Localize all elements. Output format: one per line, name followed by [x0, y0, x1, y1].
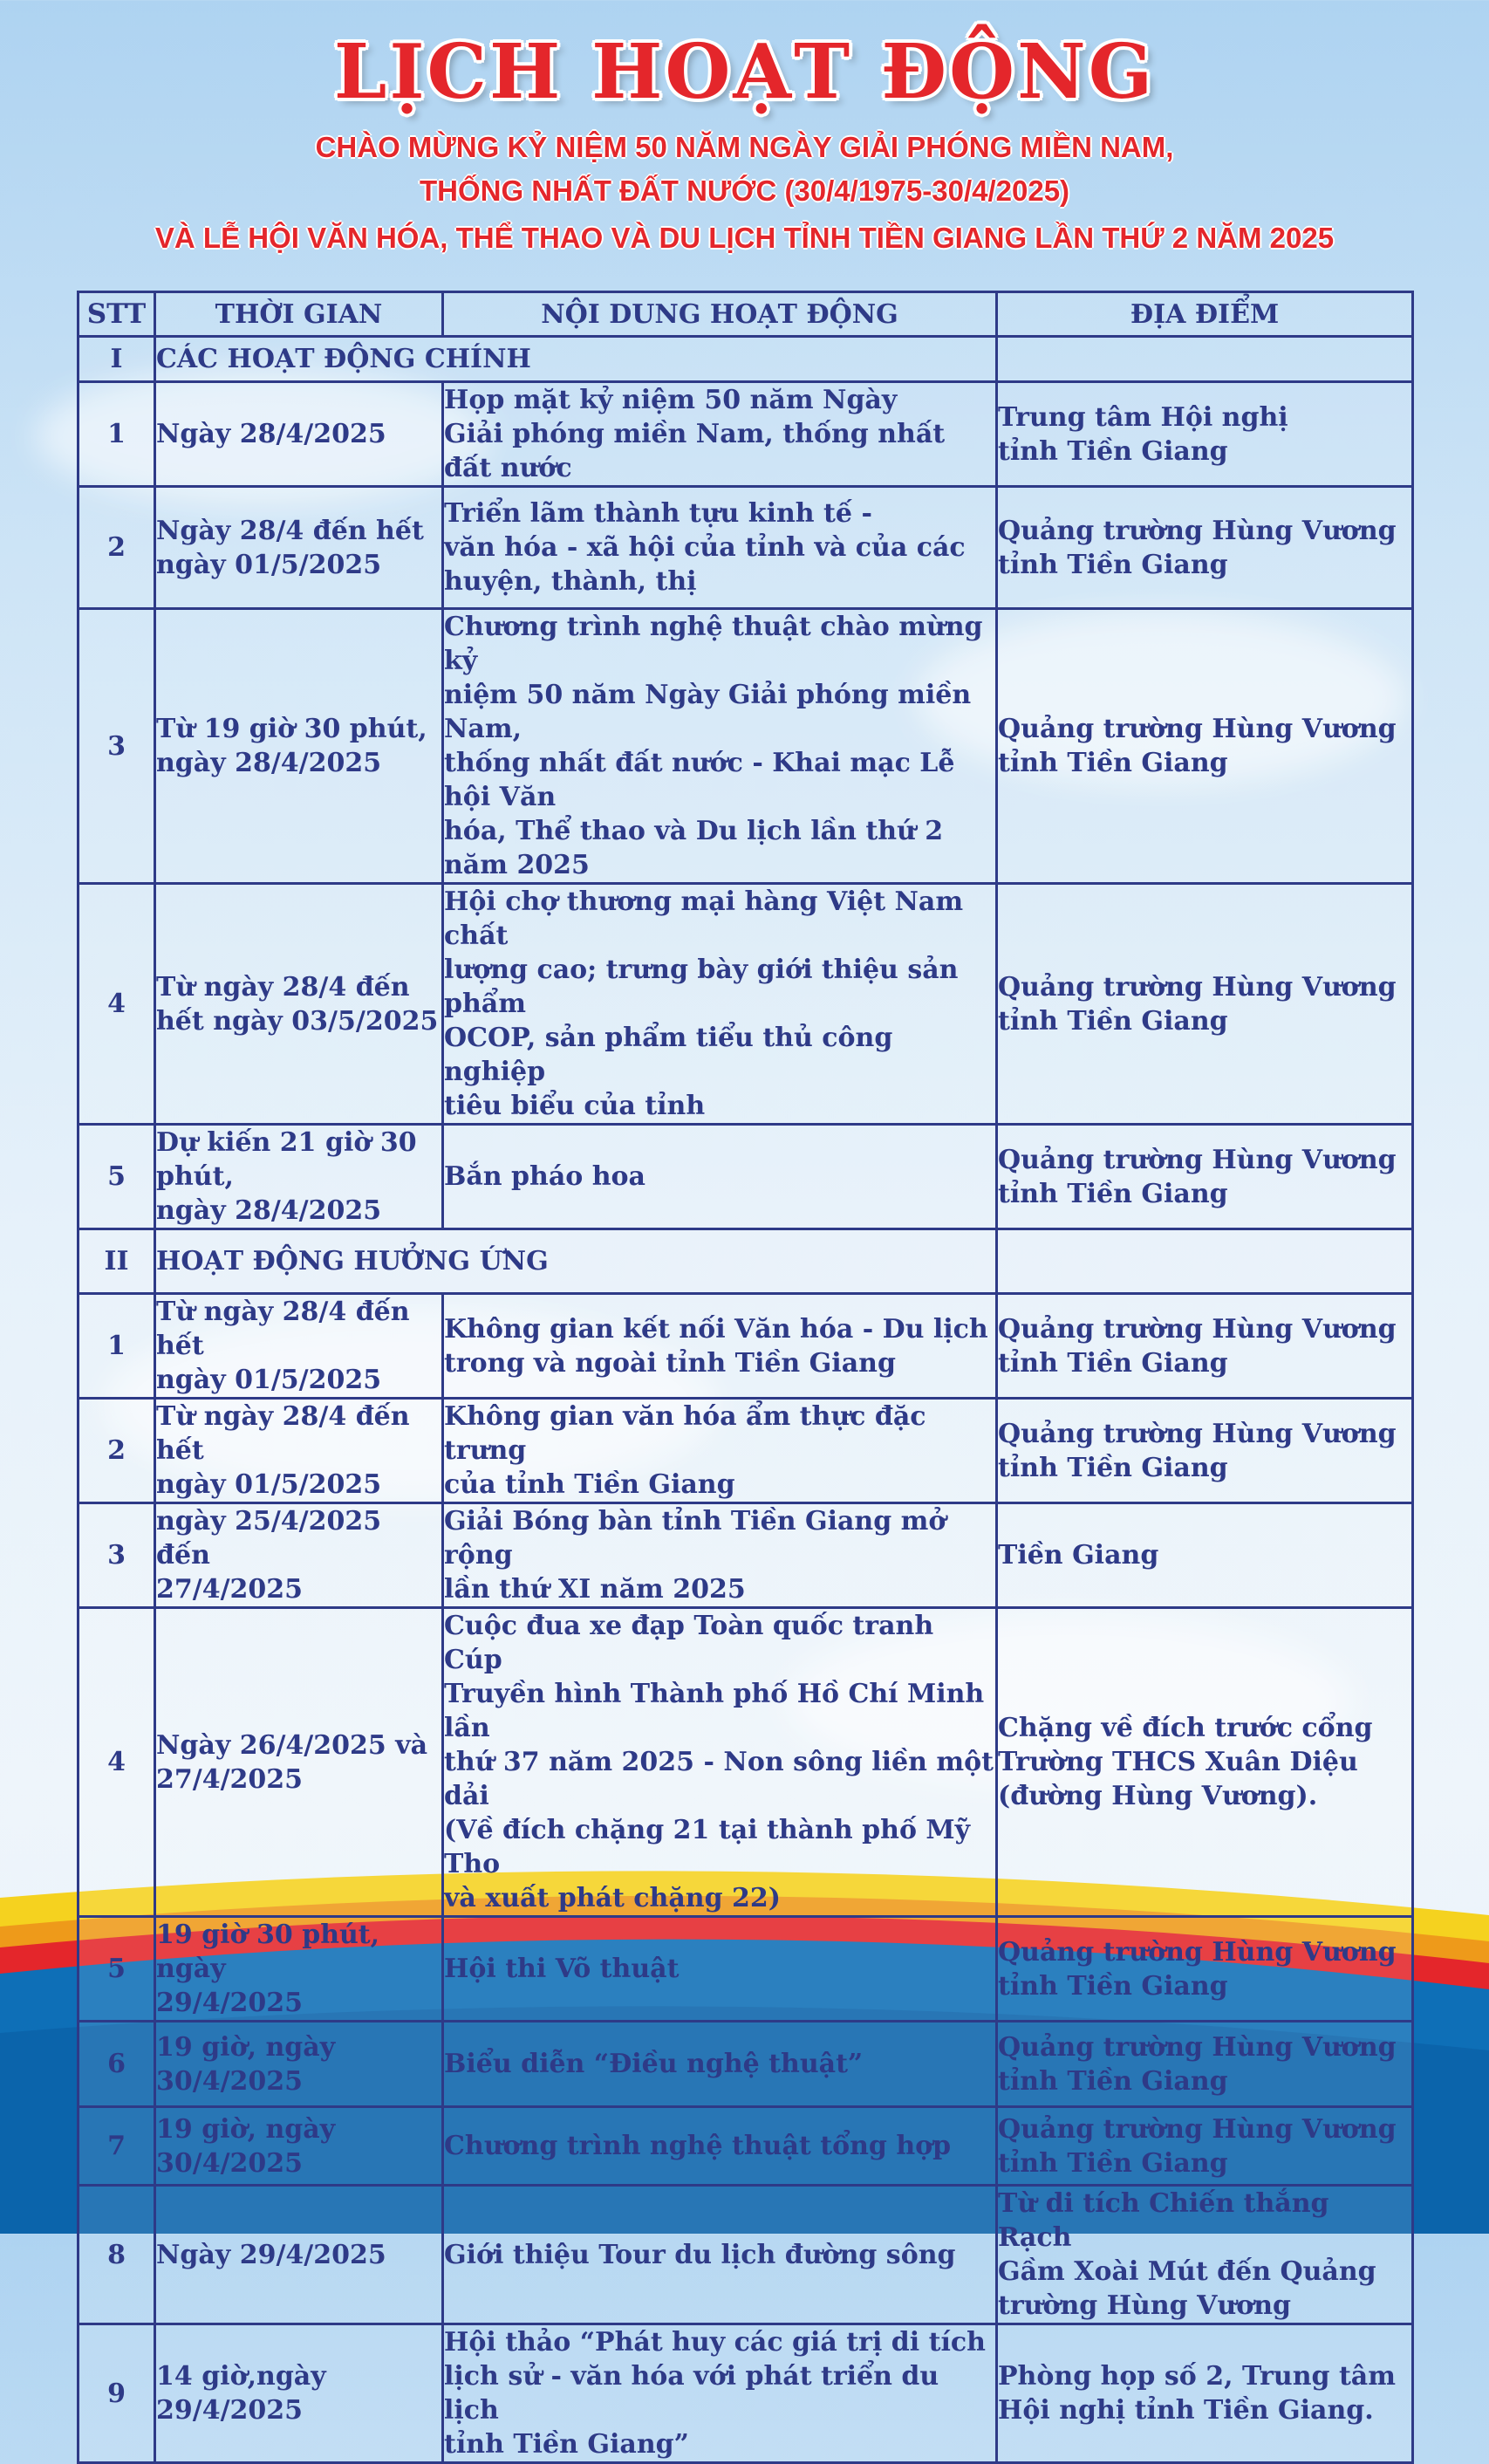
place-cell: Quảng trường Hùng Vương tỉnh Tiền Giang — [997, 1399, 1413, 1503]
stt-cell: 5 — [79, 1917, 155, 2022]
place-cell: Tiền Giang — [997, 1503, 1413, 1608]
content-cell: Họp mặt kỷ niệm 50 năm Ngày Giải phóng miền Nam, thống nhất đất nước — [443, 382, 997, 487]
time-cell: 14 giờ,ngày 29/4/2025 — [155, 2324, 443, 2463]
time-cell: 19 giờ 30 phút, ngày 29/4/2025 — [155, 1917, 443, 2022]
section-number: I — [79, 337, 155, 382]
place-cell: Quảng trường Hùng Vương tỉnh Tiền Giang — [997, 884, 1413, 1125]
place-cell: Quảng trường Hùng Vương tỉnh Tiền Giang — [997, 1917, 1413, 2022]
stt-cell: 2 — [79, 487, 155, 609]
place-cell: Từ di tích Chiến thắng Rạch Gầm Xoài Mút đến Quảng trường Hùng Vương — [997, 2186, 1413, 2324]
content-cell: Hội chợ thương mại hàng Việt Nam chất lượng cao; trưng bày giới thiệu sản phẩm OCOP, sản phẩm tiểu thủ công nghiệp tiêu biểu của tỉnh — [443, 884, 997, 1125]
stt-cell: 5 — [79, 1125, 155, 1229]
time-cell: ngày 25/4/2025 đến 27/4/2025 — [155, 1503, 443, 1608]
table-header-row — [79, 292, 1413, 337]
content-cell: Bắn pháo hoa — [443, 1125, 997, 1229]
time-cell: Từ ngày 28/4 đến hết ngày 01/5/2025 — [155, 1294, 443, 1399]
schedule-body — [79, 337, 1413, 2463]
stt-cell: 6 — [79, 2022, 155, 2107]
place-cell: Quảng trường Hùng Vương tỉnh Tiền Giang — [997, 2107, 1413, 2186]
stt-cell: 4 — [79, 884, 155, 1125]
stt-cell: 4 — [79, 1608, 155, 1917]
content-cell: Giới thiệu Tour du lịch đường sông — [443, 2186, 997, 2324]
table-row — [79, 2186, 1413, 2324]
subtitle-line-3: VÀ LỄ HỘI VĂN HÓA, THỂ THAO VÀ DU LỊCH TỈNH TIỀN GIANG LẦN THỨ 2 NĂM 2025 — [154, 222, 1335, 254]
column-header-time: THỜI GIAN — [155, 292, 443, 337]
stt-cell: 9 — [79, 2324, 155, 2463]
time-cell: Từ 19 giờ 30 phút, ngày 28/4/2025 — [155, 609, 443, 884]
table-row — [79, 1503, 1413, 1608]
content-cell: Triển lãm thành tựu kinh tế - văn hóa - xã hội của tỉnh và của các huyện, thành, thị — [443, 487, 997, 609]
stt-cell: 1 — [79, 382, 155, 487]
content-cell: Không gian văn hóa ẩm thực đặc trưng của tỉnh Tiền Giang — [443, 1399, 997, 1503]
schedule-table — [77, 291, 1414, 2464]
subtitle-line-1: CHÀO MỪNG KỶ NIỆM 50 NĂM NGÀY GIẢI PHÓNG MIỀN NAM, — [315, 131, 1174, 163]
table-row — [79, 1294, 1413, 1399]
stt-cell: 8 — [79, 2186, 155, 2324]
column-header-content: NỘI DUNG HOẠT ĐỘNG — [443, 292, 997, 337]
table-row — [79, 884, 1413, 1125]
stt-cell: 7 — [79, 2107, 155, 2186]
section-row — [79, 337, 1413, 382]
section-title: HOẠT ĐỘNG HƯỞNG ỨNG — [155, 1229, 997, 1294]
time-cell: 19 giờ, ngày 30/4/2025 — [155, 2107, 443, 2186]
table-row — [79, 1917, 1413, 2022]
place-cell: Trung tâm Hội nghị tỉnh Tiền Giang — [997, 382, 1413, 487]
page-title: LỊCH HOẠT ĐỘNG — [333, 28, 1156, 116]
content-cell: Chương trình nghệ thuật chào mừng kỷ niệm 50 năm Ngày Giải phóng miền Nam, thống nhất đất nước - Khai mạc Lễ hội Văn hóa, Thể thao và Du lịch lần thứ 2 năm 2025 — [443, 609, 997, 884]
place-cell: Quảng trường Hùng Vương tỉnh Tiền Giang — [997, 609, 1413, 884]
section-row — [79, 1229, 1413, 1294]
table-row — [79, 487, 1413, 609]
table-row — [79, 382, 1413, 487]
stt-cell: 1 — [79, 1294, 155, 1399]
content-cell: Cuộc đua xe đạp Toàn quốc tranh Cúp Truyền hình Thành phố Hồ Chí Minh lần thứ 37 năm 2025 - Non sông liền một dải (Về đích chặng 21 tại thành phố Mỹ Tho và xuất phát chặng 22) — [443, 1608, 997, 1917]
column-header-place: ĐỊA ĐIỂM — [997, 292, 1413, 337]
content-cell: Biểu diễn “Điều nghệ thuật” — [443, 2022, 997, 2107]
time-cell: Ngày 28/4 đến hết ngày 01/5/2025 — [155, 487, 443, 609]
content-cell: Không gian kết nối Văn hóa - Du lịch trong và ngoài tỉnh Tiền Giang — [443, 1294, 997, 1399]
table-row — [79, 2107, 1413, 2186]
table-row — [79, 1399, 1413, 1503]
column-header-stt: STT — [79, 292, 155, 337]
section-title: CÁC HOẠT ĐỘNG CHÍNH — [155, 337, 997, 382]
place-cell: Phòng họp số 2, Trung tâm Hội nghị tỉnh Tiền Giang. — [997, 2324, 1413, 2463]
time-cell: 19 giờ, ngày 30/4/2025 — [155, 2022, 443, 2107]
place-cell: Quảng trường Hùng Vương tỉnh Tiền Giang — [997, 2022, 1413, 2107]
table-row — [79, 1125, 1413, 1229]
place-cell: Chặng về đích trước cổng Trường THCS Xuân Diệu (đường Hùng Vương). — [997, 1608, 1413, 1917]
stt-cell: 2 — [79, 1399, 155, 1503]
table-row — [79, 2324, 1413, 2463]
place-cell: Quảng trường Hùng Vương tỉnh Tiền Giang — [997, 1294, 1413, 1399]
time-cell: Ngày 29/4/2025 — [155, 2186, 443, 2324]
place-cell: Quảng trường Hùng Vương tỉnh Tiền Giang — [997, 487, 1413, 609]
content-cell: Giải Bóng bàn tỉnh Tiền Giang mở rộng lần thứ XI năm 2025 — [443, 1503, 997, 1608]
section-empty-cell — [997, 1229, 1413, 1294]
time-cell: Ngày 28/4/2025 — [155, 382, 443, 487]
time-cell: Từ ngày 28/4 đến hết ngày 01/5/2025 — [155, 1399, 443, 1503]
subtitle-line-2: THỐNG NHẤT ĐẤT NƯỚC (30/4/1975-30/4/2025) — [419, 175, 1070, 207]
time-cell: Ngày 26/4/2025 và 27/4/2025 — [155, 1608, 443, 1917]
section-empty-cell — [997, 337, 1413, 382]
table-row — [79, 609, 1413, 884]
time-cell: Dự kiến 21 giờ 30 phút, ngày 28/4/2025 — [155, 1125, 443, 1229]
place-cell: Quảng trường Hùng Vương tỉnh Tiền Giang — [997, 1125, 1413, 1229]
time-cell: Từ ngày 28/4 đến hết ngày 03/5/2025 — [155, 884, 443, 1125]
stt-cell: 3 — [79, 609, 155, 884]
content-cell: Hội thi Võ thuật — [443, 1917, 997, 2022]
table-row — [79, 2022, 1413, 2107]
content-cell: Chương trình nghệ thuật tổng hợp — [443, 2107, 997, 2186]
stt-cell: 3 — [79, 1503, 155, 1608]
section-number: II — [79, 1229, 155, 1294]
table-row — [79, 1608, 1413, 1917]
content-cell: Hội thảo “Phát huy các giá trị di tích lịch sử - văn hóa với phát triển du lịch tỉnh Tiền Giang” — [443, 2324, 997, 2463]
